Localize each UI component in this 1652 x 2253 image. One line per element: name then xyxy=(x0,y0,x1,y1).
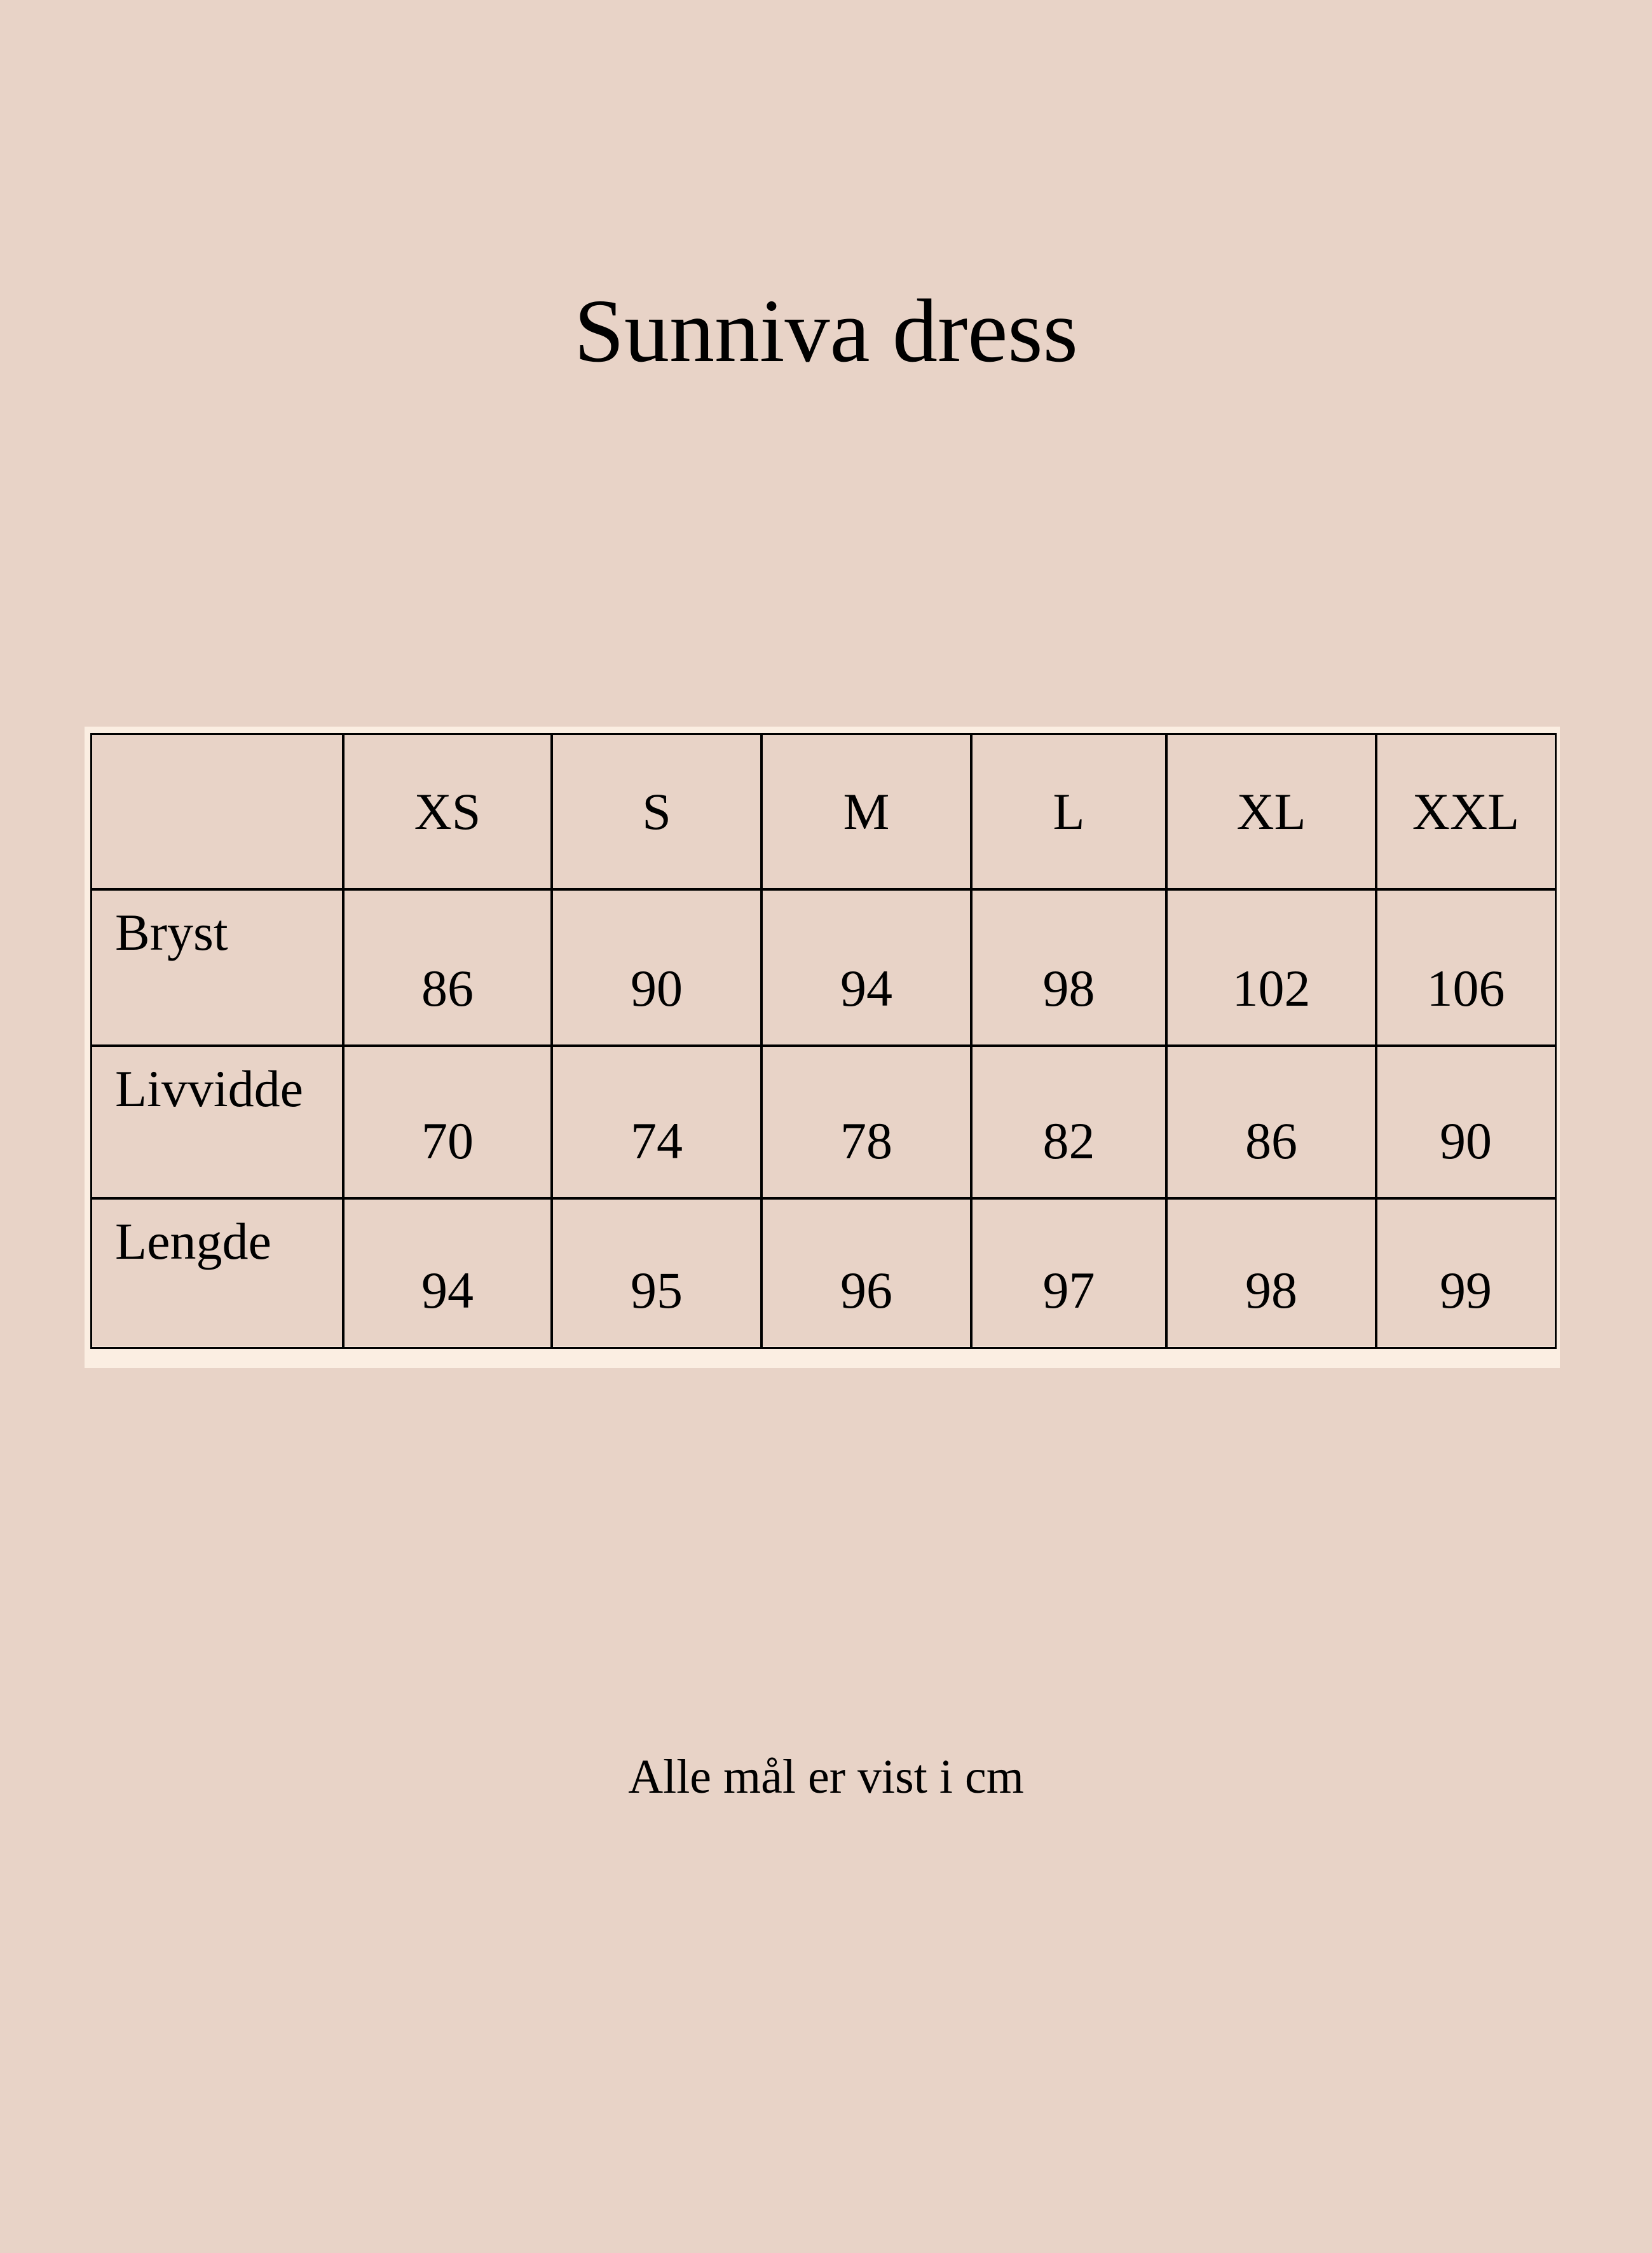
measurement-cell: 106 xyxy=(1375,888,1557,1047)
size-header-xxl: XXL xyxy=(1375,733,1557,891)
measurement-cell: 94 xyxy=(760,888,973,1047)
measurement-cell: 95 xyxy=(550,1197,763,1349)
corner-cell xyxy=(90,733,345,891)
page-title: Sunniva dress xyxy=(574,280,1078,381)
measurement-cell: 82 xyxy=(970,1044,1168,1200)
measurement-cell: 97 xyxy=(970,1197,1168,1349)
row-label-lengde: Lengde xyxy=(90,1197,345,1349)
size-chart-table xyxy=(90,733,1554,1346)
size-header-s: S xyxy=(550,733,763,891)
measurement-cell: 78 xyxy=(760,1044,973,1200)
row-label-livvidde: Livvidde xyxy=(90,1044,345,1200)
measurement-cell: 98 xyxy=(970,888,1168,1047)
measurement-cell: 90 xyxy=(550,888,763,1047)
measurement-cell: 99 xyxy=(1375,1197,1557,1349)
measurement-cell: 86 xyxy=(1165,1044,1377,1200)
measurement-cell: 70 xyxy=(342,1044,553,1200)
measurement-cell: 90 xyxy=(1375,1044,1557,1200)
size-header-xs: XS xyxy=(342,733,553,891)
measurement-cell: 94 xyxy=(342,1197,553,1349)
size-header-m: M xyxy=(760,733,973,891)
measurement-cell: 102 xyxy=(1165,888,1377,1047)
measurement-cell: 98 xyxy=(1165,1197,1377,1349)
measurement-cell: 96 xyxy=(760,1197,973,1349)
measurement-cell: 74 xyxy=(550,1044,763,1200)
footnote: Alle mål er vist i cm xyxy=(628,1750,1024,1804)
size-header-xl: XL xyxy=(1165,733,1377,891)
row-label-bryst: Bryst xyxy=(90,888,345,1047)
size-header-l: L xyxy=(970,733,1168,891)
measurement-cell: 86 xyxy=(342,888,553,1047)
